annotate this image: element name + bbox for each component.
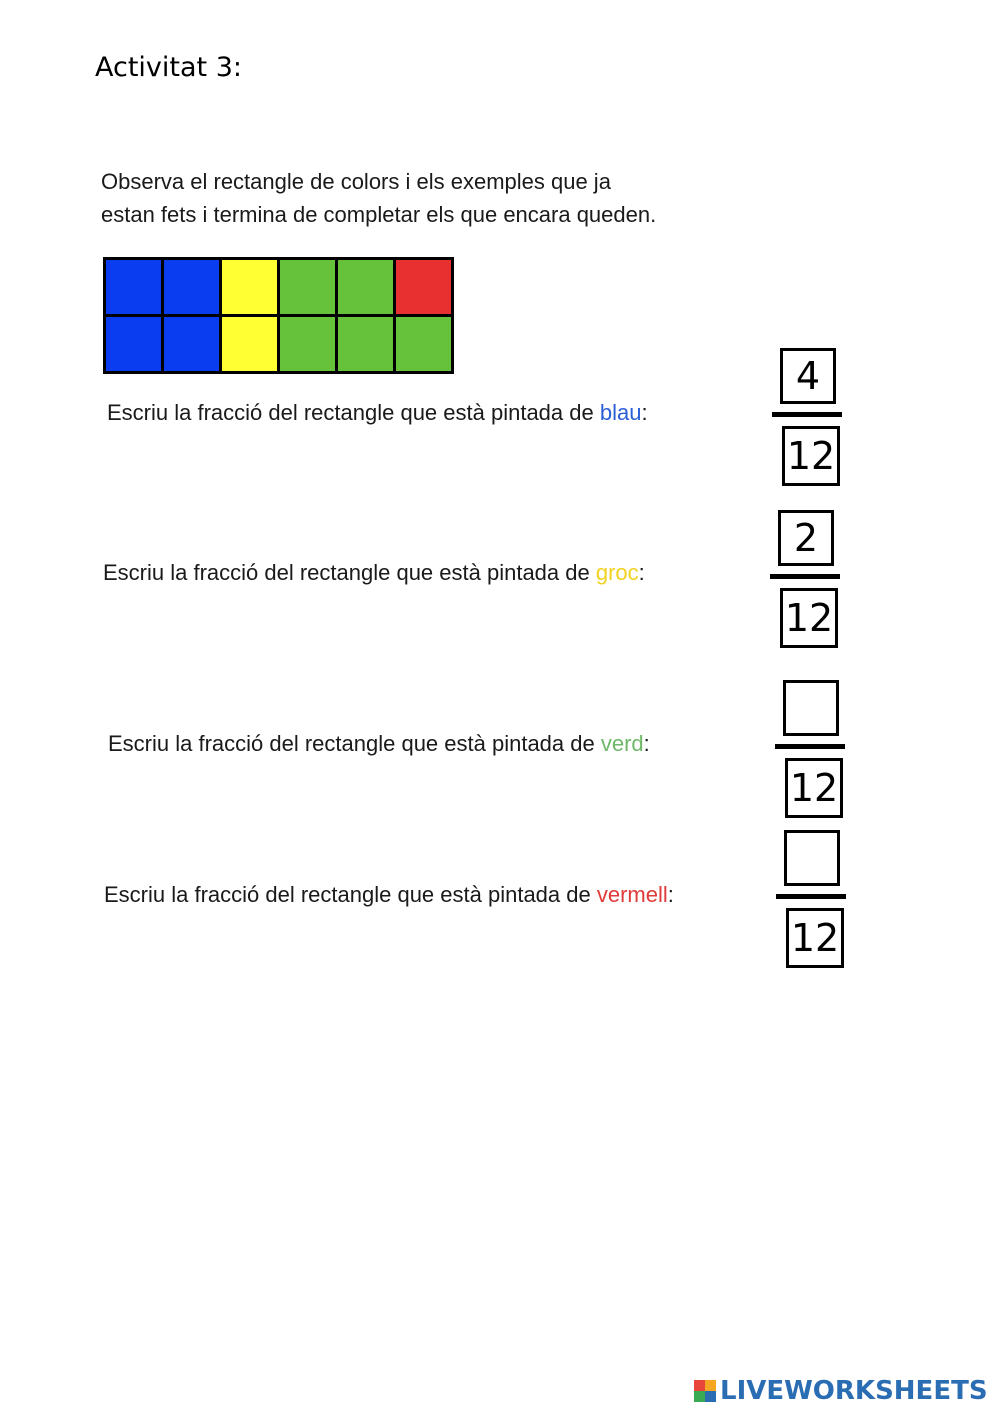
- logo-badge-square: [705, 1380, 716, 1391]
- fraction-bar: [770, 574, 840, 579]
- question-text: [103, 560, 645, 586]
- question-suffix: :: [638, 560, 645, 585]
- instructions-line-2: estan fets i termina de completar els que encara queden.: [101, 202, 657, 227]
- question-vermell: [0, 830, 1000, 990]
- question-suffix: :: [643, 731, 650, 756]
- fraction-groc: [770, 510, 850, 650]
- question-text: [108, 731, 650, 757]
- denominator-box: 12: [786, 908, 844, 968]
- question-suffix: :: [667, 882, 674, 907]
- logo-text: LIVEWORKSHEETS: [720, 1376, 988, 1406]
- numerator-input[interactable]: [784, 830, 840, 886]
- numerator-input[interactable]: 2: [778, 510, 834, 566]
- fraction-bar: [776, 894, 846, 899]
- grid-cell: [164, 260, 219, 314]
- denominator-box: 12: [782, 426, 840, 486]
- question-blau: [0, 345, 1000, 505]
- question-prefix: Escriu la fracció del rectangle que està pintada de: [107, 400, 600, 425]
- logo-badge-square: [705, 1391, 716, 1402]
- grid-cell: [396, 260, 451, 314]
- color-word-vermell: vermell: [596, 882, 668, 907]
- instructions: [101, 165, 801, 231]
- fraction-blau: [772, 348, 852, 488]
- fraction-verd: [775, 680, 855, 820]
- logo-badge-square: [694, 1380, 705, 1391]
- instructions-line-1: Observa el rectangle de colors i els exemples que ja: [101, 169, 611, 194]
- grid-cell: [280, 260, 335, 314]
- question-groc: [0, 507, 1000, 667]
- grid-cell: [106, 260, 161, 314]
- question-prefix: Escriu la fracció del rectangle que està pintada de: [104, 882, 597, 907]
- question-suffix: :: [641, 400, 648, 425]
- activity-title: Activitat 3:: [95, 52, 242, 83]
- fraction-vermell: [776, 830, 856, 970]
- color-word-groc: groc: [595, 560, 639, 585]
- question-text: [104, 882, 674, 908]
- logo-badge-square: [694, 1391, 705, 1402]
- color-word-blau: blau: [599, 400, 642, 425]
- numerator-input[interactable]: 4: [780, 348, 836, 404]
- color-word-verd: verd: [600, 731, 644, 756]
- liveworksheets-logo: [694, 1376, 988, 1406]
- grid-cell: [338, 260, 393, 314]
- fraction-bar: [772, 412, 842, 417]
- question-prefix: Escriu la fracció del rectangle que està pintada de: [108, 731, 601, 756]
- fraction-bar: [775, 744, 845, 749]
- denominator-box: 12: [780, 588, 838, 648]
- question-text: [107, 400, 648, 426]
- question-verd: [0, 678, 1000, 838]
- denominator-box: 12: [785, 758, 843, 818]
- logo-badge-icon: [694, 1380, 716, 1402]
- grid-cell: [222, 260, 277, 314]
- numerator-input[interactable]: [783, 680, 839, 736]
- question-prefix: Escriu la fracció del rectangle que està pintada de: [103, 560, 596, 585]
